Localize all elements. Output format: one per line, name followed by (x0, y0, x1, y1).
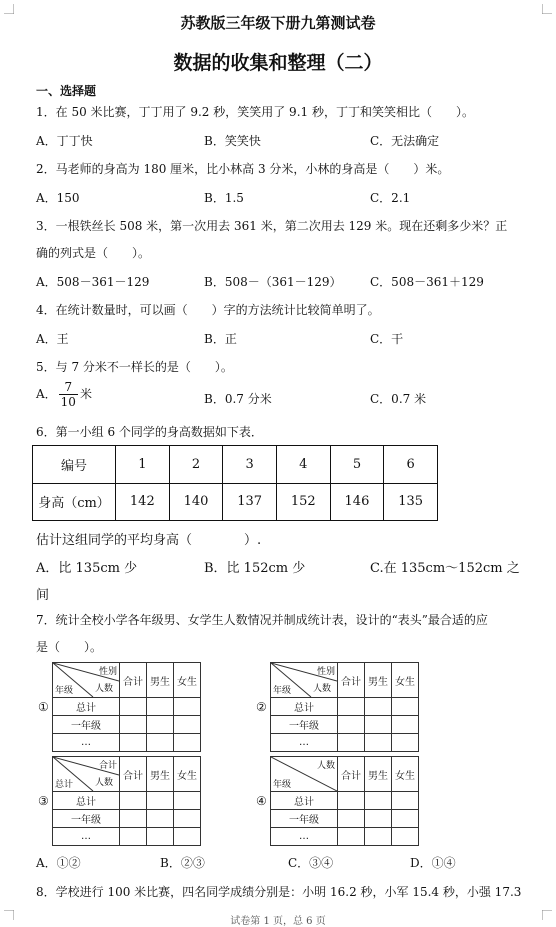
empty-cell (365, 698, 392, 716)
row-header-cell: 总计 (53, 698, 120, 716)
empty-cell (365, 828, 392, 846)
page-subtitle: 数据的收集和整理（二） (173, 52, 383, 74)
diagonal-header-cell (271, 663, 338, 698)
column-header-cell: 男生 (365, 663, 392, 698)
empty-cell (120, 792, 147, 810)
empty-cell (174, 792, 201, 810)
diagonal-label-bottom-left: 总计 (55, 780, 74, 790)
row-header-cell: … (271, 828, 338, 846)
question-1-text: 1．在 50 米比赛，丁丁用了 9.2 秒，笑笑用了 9.1 秒，丁丁和笑笑相比（ ）。 (36, 105, 474, 119)
question-3-option-c: C．508－361＋129 (370, 275, 484, 289)
column-header-cell: 合计 (120, 757, 147, 792)
empty-cell (147, 810, 174, 828)
diagonal-label-bottom-left: 年级 (273, 686, 292, 696)
table-row (53, 734, 201, 752)
empty-cell (174, 698, 201, 716)
question-6-option-c: C.在 135cm～152cm 之 (370, 561, 520, 576)
question-7-option-b: B．②③ (160, 856, 205, 870)
question-7-option-a: A．①② (36, 856, 81, 870)
empty-cell (338, 716, 365, 734)
empty-cell (392, 716, 419, 734)
diagonal-header-cell (53, 757, 120, 792)
empty-cell (147, 716, 174, 734)
option-a-unit: 米 (79, 387, 92, 401)
empty-cell (120, 810, 147, 828)
diagonal-label-top-right: 合计 (98, 761, 117, 771)
column-header-cell: 合计 (120, 663, 147, 698)
question-7-text-line2: 是（ ）。 (36, 640, 103, 654)
table-row (271, 716, 419, 734)
row-header-cell: 总计 (271, 698, 338, 716)
question-1-option-b: B．笑笑快 (204, 134, 261, 148)
option-a-prefix: A． (36, 387, 57, 401)
column-header-cell: 男生 (147, 757, 174, 792)
row-header-cell: 一年级 (271, 810, 338, 828)
row-header-cell: 一年级 (271, 716, 338, 734)
question-5-option-a (36, 380, 92, 409)
empty-cell (147, 792, 174, 810)
question-7-text-line1: 7．统计全校小学各年级男、女学生人数情况并制成统计表，设计的“表头”最合适的应 (36, 613, 488, 627)
fraction-denominator: 10 (60, 395, 76, 409)
table-option-marker: ③ (38, 794, 49, 808)
table-option-marker: ② (256, 700, 267, 714)
empty-cell (338, 810, 365, 828)
row-header-cell: 一年级 (53, 716, 120, 734)
empty-cell (338, 698, 365, 716)
empty-cell (365, 810, 392, 828)
table-cell: 3 (223, 446, 277, 484)
fraction-numerator: 7 (59, 380, 78, 395)
page-footer: 试卷第 1 页，总 6 页 (230, 916, 326, 927)
row-header-cell: … (53, 734, 120, 752)
diagonal-header-cell (271, 757, 338, 792)
row-header-cell: 总计 (53, 792, 120, 810)
table-cell: 6 (384, 446, 438, 484)
fraction (59, 380, 78, 409)
column-header-cell: 女生 (174, 757, 201, 792)
column-header-cell: 女生 (392, 757, 419, 792)
table-header-row (33, 446, 438, 484)
table-row (53, 828, 201, 846)
empty-cell (338, 792, 365, 810)
question-4-option-b: B．正 (204, 332, 237, 346)
question-8-text: 8．学校进行 100 米比赛，四名同学成绩分别是：小明 16.2 秒，小军 15.4 秒，小强 17.3 (36, 885, 522, 899)
empty-cell (120, 698, 147, 716)
empty-cell (392, 698, 419, 716)
question-5-option-c: C．0.7 米 (370, 392, 427, 406)
empty-cell (174, 810, 201, 828)
empty-cell (147, 734, 174, 752)
table-row (53, 698, 201, 716)
section-heading: 一、选择题 (36, 84, 97, 98)
table-row (53, 810, 201, 828)
question-5-text: 5．与 7 分米不一样长的是（ ）。 (36, 360, 233, 374)
question-2-option-c: C．2.1 (370, 191, 411, 205)
column-header-cell: 合计 (338, 757, 365, 792)
diagonal-label-top-right: 性别 (316, 667, 335, 677)
column-header-cell: 女生 (174, 663, 201, 698)
table-cell: 152 (276, 483, 330, 521)
column-header-cell: 男生 (365, 757, 392, 792)
diagonal-label-middle: 人数 (94, 684, 113, 694)
column-header-cell: 女生 (392, 663, 419, 698)
table-cell: 1 (116, 446, 170, 484)
question-4-text: 4．在统计数量时，可以画（ ）字的方法统计比较简单明了。 (36, 303, 380, 317)
question-3-text-line2: 确的列式是（ ）。 (36, 246, 151, 260)
question-1-option-a: A．丁丁快 (36, 134, 93, 148)
table-row (271, 734, 419, 752)
diagonal-label-middle: 人数 (94, 778, 113, 788)
table-option-marker: ④ (256, 794, 267, 808)
header-design-table (270, 662, 419, 752)
table-cell: 2 (169, 446, 223, 484)
question-6-option-a: A．比 135cm 少 (36, 561, 138, 576)
diagonal-label-middle: 人数 (312, 684, 331, 694)
empty-cell (174, 828, 201, 846)
table-cell: 146 (330, 483, 384, 521)
table-row (271, 792, 419, 810)
question-4-option-c: C．干 (370, 332, 404, 346)
column-header-cell: 男生 (147, 663, 174, 698)
empty-cell (392, 792, 419, 810)
table-cell: 身高（cm） (33, 483, 116, 521)
row-header-cell: 总计 (271, 792, 338, 810)
table-option-marker: ① (38, 700, 49, 714)
question-3-option-b: B．508－（361－129） (204, 275, 342, 289)
empty-cell (392, 810, 419, 828)
table-cell: 135 (384, 483, 438, 521)
empty-cell (365, 792, 392, 810)
diagonal-label-bottom-left: 年级 (55, 686, 74, 696)
header-design-table (52, 756, 201, 846)
table-cell: 137 (223, 483, 277, 521)
empty-cell (120, 828, 147, 846)
empty-cell (392, 828, 419, 846)
question-6-option-c-continued: 间 (36, 588, 50, 603)
table-cell: 140 (169, 483, 223, 521)
header-design-table (270, 756, 419, 846)
question-4-option-a: A．王 (36, 332, 69, 346)
table-cell: 编号 (33, 446, 116, 484)
question-6-text: 6．第一小组 6 个同学的身高数据如下表． (36, 425, 263, 439)
question-1-option-c: C．无法确定 (370, 134, 440, 148)
row-header-cell: … (53, 828, 120, 846)
empty-cell (365, 734, 392, 752)
empty-cell (174, 716, 201, 734)
table-row (271, 698, 419, 716)
diagonal-header-cell (53, 663, 120, 698)
row-header-cell: 一年级 (53, 810, 120, 828)
row-header-cell: … (271, 734, 338, 752)
table-row (271, 828, 419, 846)
table-row (53, 716, 201, 734)
table-row (53, 792, 201, 810)
empty-cell (147, 698, 174, 716)
table-cell: 4 (276, 446, 330, 484)
question-3-option-a: A．508－361－129 (36, 275, 150, 289)
question-2-option-a: A．150 (36, 191, 80, 205)
empty-cell (365, 716, 392, 734)
question-6-option-b: B．比 152cm 少 (204, 561, 306, 576)
table-cell: 142 (116, 483, 170, 521)
table-cell: 5 (330, 446, 384, 484)
empty-cell (120, 734, 147, 752)
height-data-table (32, 445, 438, 521)
page-title: 苏教版三年级下册九第测试卷 (180, 14, 376, 32)
question-3-text-line1: 3．一根铁丝长 508 米，第一次用去 361 米，第二次用去 129 米。现在还剩多少米？正 (36, 219, 508, 233)
question-7-option-c: C．③④ (288, 856, 334, 870)
column-header-cell: 合计 (338, 663, 365, 698)
empty-cell (392, 734, 419, 752)
question-2-option-b: B．1.5 (204, 191, 244, 205)
header-design-table (52, 662, 201, 752)
empty-cell (338, 734, 365, 752)
diagonal-label-top-right: 人数 (316, 761, 335, 771)
question-6-prompt: 估计这组同学的平均身高（ ）. (36, 533, 262, 548)
table-row (33, 483, 438, 521)
empty-cell (120, 716, 147, 734)
question-7-option-d: D．①④ (410, 856, 456, 870)
empty-cell (147, 828, 174, 846)
empty-cell (338, 828, 365, 846)
empty-cell (174, 734, 201, 752)
diagonal-label-top-right: 性别 (98, 667, 117, 677)
diagonal-label-bottom-left: 年级 (273, 780, 292, 790)
question-2-text: 2．马老师的身高为 180 厘米，比小林高 3 分米，小林的身高是（ ）米。 (36, 162, 450, 176)
question-5-option-b: B．0.7 分米 (204, 392, 272, 406)
table-row (271, 810, 419, 828)
